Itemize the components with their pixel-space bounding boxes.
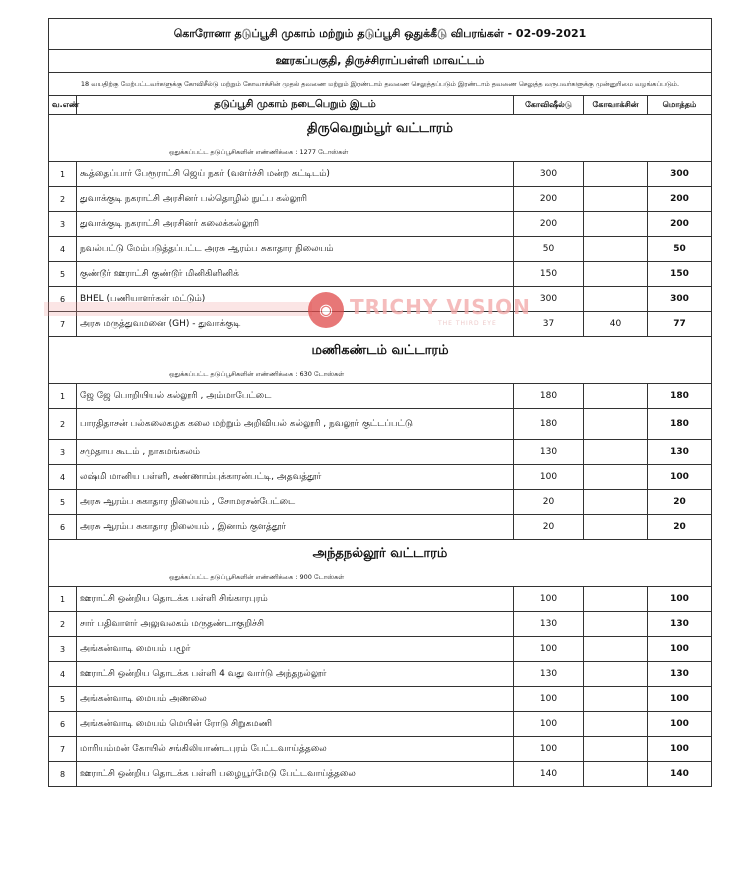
serial-number-cell: 7 [49,737,77,762]
covishield-cell: 50 [514,237,584,262]
eye-icon: ◉ [308,292,344,328]
table-row [49,262,712,287]
camp-location-cell: பாரதிதாசன் பல்கலைகழக கலை மற்றும் அறிவியல் கல்லூரி , நவலூர் குட்டப்பட்டு [77,409,514,440]
total-cell: 100 [648,687,712,712]
total-cell: 180 [648,409,712,440]
table-row [49,409,712,440]
total-cell: 130 [648,440,712,465]
camp-location-cell: சமுதாய கூடம் , நாகமங்கலம் [77,440,514,465]
covaxin-cell [584,712,648,737]
watermark-logo [308,292,534,330]
vaccination-schedule-sheet [48,18,711,787]
serial-number-cell: 1 [49,384,77,409]
total-cell: 77 [648,312,712,337]
covishield-cell: 100 [514,587,584,612]
covaxin-cell [584,237,648,262]
serial-number-cell: 1 [49,587,77,612]
table-row [49,737,712,762]
camp-location-cell: ஜே ஜே பொறியியல் கல்லூரி , அம்மாபேட்டை [77,384,514,409]
block-name: அந்தநல்லூர் வட்டாரம் [49,540,712,569]
covaxin-cell [584,662,648,687]
total-cell: 180 [648,384,712,409]
serial-number-cell: 1 [49,162,77,187]
table-row [49,162,712,187]
camp-location-cell: அங்கன்வாடி மையம் அணலை [77,687,514,712]
covishield-cell: 20 [514,490,584,515]
camp-location-cell: துவாக்குடி நகராட்சி அரசினர் பல்தொழில் நுட்ப கல்லூரி [77,187,514,212]
covishield-cell: 37 [514,312,584,337]
serial-number-cell: 4 [49,662,77,687]
block-name: திருவெறும்பூர் வட்டாரம் [49,115,712,144]
camp-location-cell: அங்கன்வாடி மையம் மெயின் ரோடு சிறுகமணி [77,712,514,737]
covishield-cell: 300 [514,287,584,312]
table-row [49,490,712,515]
camp-location-cell: லஷ்மி மானிய பள்ளி, சுண்ணாம்புக்காரன்பட்டி, அதவத்தூர் [77,465,514,490]
table-row [49,662,712,687]
total-cell: 200 [648,187,712,212]
covishield-cell: 150 [514,262,584,287]
serial-number-cell: 3 [49,637,77,662]
covishield-cell: 130 [514,612,584,637]
covishield-cell: 100 [514,637,584,662]
total-cell: 100 [648,587,712,612]
covaxin-cell [584,762,648,787]
table-row [49,762,712,787]
serial-number-cell: 3 [49,440,77,465]
camp-location-cell: ஊராட்சி ஒன்றிய தொடக்க பள்ளி பழையூர்மேடு பேட்டவாய்த்தலை [77,762,514,787]
covaxin-cell [584,440,648,465]
serial-number-cell: 7 [49,312,77,337]
serial-number-cell: 5 [49,687,77,712]
covishield-cell: 20 [514,515,584,540]
covaxin-cell [584,384,648,409]
covishield-cell: 100 [514,737,584,762]
table-row [49,384,712,409]
serial-number-cell: 5 [49,490,77,515]
total-cell: 100 [648,637,712,662]
covishield-cell: 100 [514,712,584,737]
serial-number-cell: 2 [49,187,77,212]
covaxin-cell [584,490,648,515]
total-cell: 130 [648,662,712,687]
table-row [49,687,712,712]
total-cell: 100 [648,712,712,737]
block-dose-allocation: ஒதுக்கப்பட்ட தடுப்பூசிகளின் எண்ணிக்கை : 630 டோஸ்கள் [49,365,712,384]
total-cell: 20 [648,490,712,515]
camp-location-cell: ஊராட்சி ஒன்றிய தொடக்க பள்ளி சிங்காரபுரம் [77,587,514,612]
table-row [49,515,712,540]
table-row [49,212,712,237]
covaxin-cell [584,262,648,287]
covaxin-cell [584,409,648,440]
total-cell: 300 [648,287,712,312]
covishield-cell: 300 [514,162,584,187]
table-row [49,187,712,212]
camp-location-cell: சார் பதிவாளர் அலுவலகம் மருதண்டாகுறிச்சி [77,612,514,637]
column-header-covaxin: கோவாக்சின் [584,96,648,115]
covaxin-cell: 40 [584,312,648,337]
table-row [49,712,712,737]
serial-number-cell: 6 [49,712,77,737]
camp-location-cell: குண்டூர் ஊராட்சி குண்டூர் மினிகிளினிக் [77,262,514,287]
table-row [49,465,712,490]
camp-location-cell: மாரியம்மன் கோயில் சங்கிலியாண்டபுரம் பேட்டவாய்த்தலை [77,737,514,762]
serial-number-cell: 8 [49,762,77,787]
column-header-sn: வ.எண் [49,96,77,115]
vaccination-table [48,18,712,787]
serial-number-cell: 4 [49,465,77,490]
covaxin-cell [584,587,648,612]
camp-location-cell: கூத்தைப்பார் பேரூராட்சி ஜெய் நகர் (வளர்ச்சி மன்ற கட்டிடம்) [77,162,514,187]
dose-priority-note: 18 வயதிற்கு மேற்பட்டவர்களுக்கு கோவிசீல்டு மற்றும் கோவாக்சின் முதல் தவணை மற்றும் இரண்டாம் தவணை செலுத்தப்படும் இரண்டாம் தவணை செலுத்த வருபவர்களுக்கு முன்னுரிமை வழங்கப்படும். [49,73,712,96]
covaxin-cell [584,737,648,762]
camp-location-cell: துவாக்குடி நகராட்சி அரசினர் கலைக்கல்லூரி [77,212,514,237]
covishield-cell: 100 [514,465,584,490]
serial-number-cell: 4 [49,237,77,262]
camp-location-cell: நவல்பட்டு மேம்படுத்தப்பட்ட அரசு ஆரம்ப சுகாதார நிலையம் [77,237,514,262]
covishield-cell: 100 [514,687,584,712]
serial-number-cell: 6 [49,287,77,312]
camp-location-cell: அரசு ஆரம்ப சுகாதார நிலையம் , இனாம் குளத்தூர் [77,515,514,540]
block-dose-allocation: ஒதுக்கப்பட்ட தடுப்பூசிகளின் எண்ணிக்கை : 900 டோஸ்கள் [49,568,712,587]
covaxin-cell [584,687,648,712]
covishield-cell: 130 [514,440,584,465]
serial-number-cell: 2 [49,409,77,440]
district-subtitle: ஊரகப்பகுதி, திருச்சிராப்பள்ளி மாவட்டம் [49,50,712,73]
block-name: மணிகண்டம் வட்டாரம் [49,337,712,366]
covishield-cell: 180 [514,384,584,409]
total-cell: 100 [648,465,712,490]
total-cell: 150 [648,262,712,287]
covishield-cell: 200 [514,187,584,212]
serial-number-cell: 3 [49,212,77,237]
camp-location-cell: அரசு ஆரம்ப சுகாதார நிலையம் , சோமரசன்பேட்டை [77,490,514,515]
serial-number-cell: 6 [49,515,77,540]
watermark-band [44,302,312,316]
table-row [49,440,712,465]
column-header-covishield: கோவிஷீல்டு [514,96,584,115]
serial-number-cell: 2 [49,612,77,637]
total-cell: 200 [648,212,712,237]
column-header-total: மொத்தம் [648,96,712,115]
covishield-cell: 180 [514,409,584,440]
serial-number-cell: 5 [49,262,77,287]
covishield-cell: 140 [514,762,584,787]
total-cell: 50 [648,237,712,262]
covaxin-cell [584,162,648,187]
covishield-cell: 130 [514,662,584,687]
document-title: கொரோனா தடுப்பூசி முகாம் மற்றும் தடுப்பூசி ஒதுக்கீடு விபரங்கள் - 02-09-2021 [49,19,712,50]
total-cell: 300 [648,162,712,187]
camp-location-cell: BHEL (பணியாளர்கள் மட்டும்) [77,287,514,312]
covaxin-cell [584,637,648,662]
block-dose-allocation: ஒதுக்கப்பட்ட தடுப்பூசிகளின் எண்ணிக்கை : 1277 டோஸ்கள் [49,143,712,162]
table-row [49,637,712,662]
total-cell: 20 [648,515,712,540]
camp-location-cell: அங்கன்வாடி மையம் பழூர் [77,637,514,662]
covaxin-cell [584,212,648,237]
covaxin-cell [584,612,648,637]
covaxin-cell [584,287,648,312]
covaxin-cell [584,187,648,212]
covaxin-cell [584,465,648,490]
covishield-cell: 200 [514,212,584,237]
camp-location-cell: அரசு மருத்துவமனை (GH) - துவாக்குடி [77,312,514,337]
covaxin-cell [584,515,648,540]
watermark-name: TRICHY VISION [350,295,531,319]
table-row [49,237,712,262]
table-row [49,612,712,637]
total-cell: 140 [648,762,712,787]
watermark-tagline: THE THIRD EYE [438,320,497,327]
total-cell: 130 [648,612,712,637]
column-header-place: தடுப்பூசி முகாம் நடைபெறும் இடம் [77,96,514,115]
camp-location-cell: ஊராட்சி ஒன்றிய தொடக்க பள்ளி 4 வது வார்டு அந்தநல்லூர் [77,662,514,687]
total-cell: 100 [648,737,712,762]
table-row [49,587,712,612]
